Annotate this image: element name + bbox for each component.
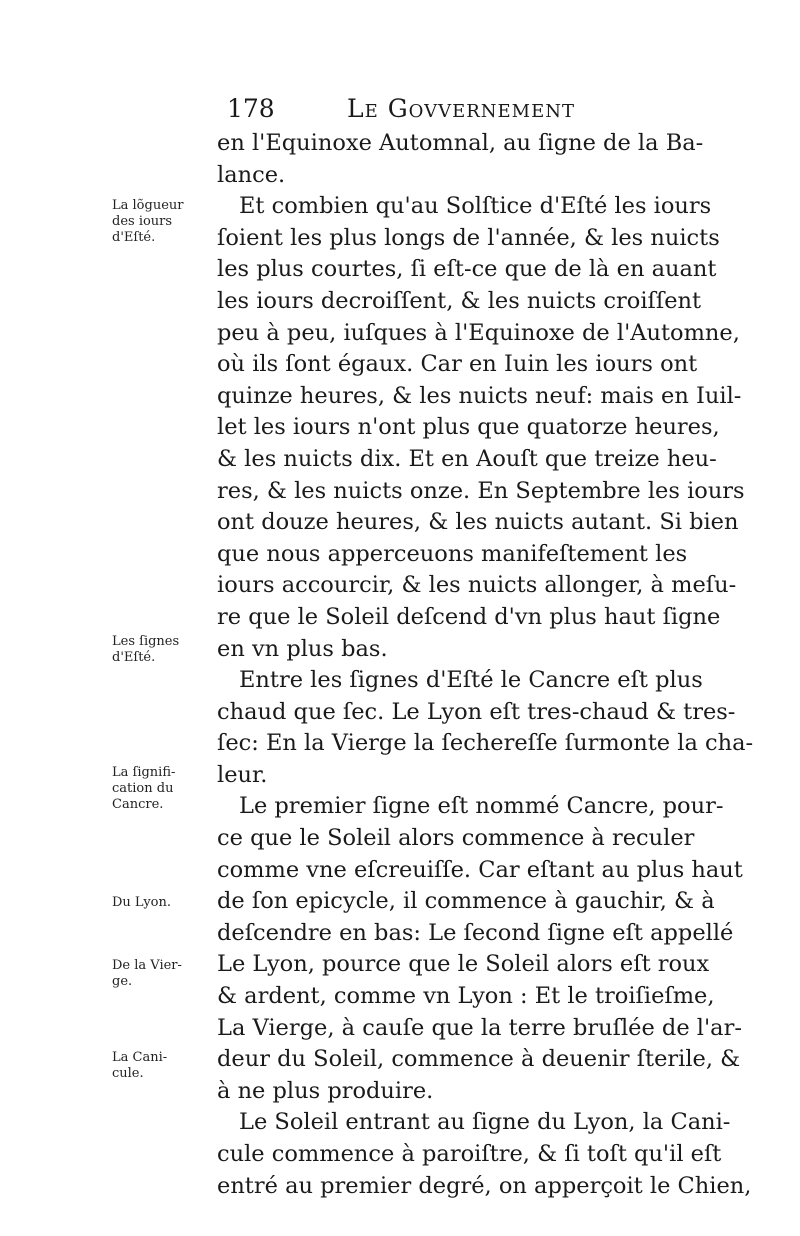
text-line: leur.: [217, 761, 268, 788]
text-line: ſec: En la Vierge la ſechereſſe ſurmonte la cha-: [217, 730, 754, 757]
text-line: res, & les nuicts onze. En Septembre les iours: [217, 477, 745, 504]
marginal-note: [112, 1050, 216, 1082]
marginal-note: [112, 634, 216, 666]
text-line: iours accourcir, & les nuicts allonger, à meſu-: [217, 572, 737, 599]
text-line: deur du Soleil, commence à deuenir ſterile, &: [217, 1046, 741, 1073]
marginal-line: Du Lyon.: [112, 895, 172, 910]
text-line: comme vne eſcreuiſſe. Car eſtant au plus haut: [217, 856, 743, 883]
page-header: [227, 94, 707, 130]
text-line: entré au premier degré, on apperçoit le Chien,: [217, 1172, 752, 1199]
text-line: ce que le Soleil alors commence à reculer: [217, 825, 695, 852]
text-line: quinze heures, & les nuicts neuf: mais en Iuil-: [217, 382, 742, 409]
text-line: let les iours n'ont plus que quatorze heures,: [217, 414, 720, 441]
text-line: re que le Soleil deſcend d'vn plus haut ſigne: [217, 603, 721, 630]
text-line: & les nuicts dix. Et en Aouſt que treize heu-: [217, 445, 717, 472]
text-line: chaud que ſec. Le Lyon eſt tres-chaud & tres-: [217, 698, 736, 725]
text-line: que nous apperceuons manifeſtement les: [217, 540, 688, 567]
marginal-line: Cancre.: [112, 797, 164, 812]
marginal-line: De la Vier-: [112, 958, 182, 973]
marginal-note: [112, 895, 216, 911]
text-line: cule commence à paroiſtre, & ſi toſt qu'il eſt: [217, 1141, 722, 1167]
text-line: de ſon epicycle, il commence à gauchir, & à: [217, 888, 715, 915]
text-line: Le Soleil entrant au ſigne du Lyon, la Cani-: [239, 1109, 731, 1136]
marginal-note: [112, 198, 216, 246]
text-line: La Vierge, à cauſe que la terre bruſlée de l'ar-: [217, 1014, 742, 1041]
text-line: où ils ſont égaux. Car en Iuin les iours ont: [217, 351, 698, 378]
text-line: Le premier ſigne eſt nommé Cancre, pour-: [239, 793, 724, 820]
text-line: à ne plus produire.: [217, 1077, 434, 1104]
marginal-line: d'Eſté.: [112, 650, 156, 665]
text-line: Et combien qu'au Solſtice d'Eſté les iours: [239, 193, 712, 220]
text-line: ont douze heures, & les nuicts autant. Si bien: [217, 509, 739, 536]
text-line: peu à peu, iuſques à l'Equinoxe de l'Automne,: [217, 319, 740, 346]
text-line: Le Lyon, pource que le Soleil alors eſt roux: [217, 951, 710, 978]
text-line: Entre les ſignes d'Eſté le Cancre eſt plus: [239, 667, 703, 694]
page-number: 178: [227, 94, 275, 123]
marginal-line: d'Eſté.: [112, 230, 156, 245]
text-line: en l'Equinoxe Automnal, au ſigne de la Ba-: [217, 130, 704, 156]
text-line: deſcendre en bas: Le ſecond ſigne eſt appellé: [217, 919, 734, 946]
running-title: Le Govvernement: [347, 94, 576, 123]
marginal-line: cule.: [112, 1066, 144, 1081]
marginal-line: cation du: [112, 781, 174, 796]
marginal-note: [112, 958, 216, 990]
marginal-line: Les ſignes: [112, 634, 180, 649]
text-line: en vn plus bas.: [217, 635, 388, 662]
text-line: ſoient les plus longs de l'année, & les nuicts: [217, 224, 720, 251]
marginal-line: La Cani-: [112, 1050, 168, 1065]
body-text: [217, 128, 754, 1202]
marginal-line: des iours: [112, 214, 173, 229]
marginal-line: La ſignifi-: [112, 765, 176, 780]
marginal-line: La lõgueur: [112, 198, 184, 213]
marginal-line: ge.: [112, 974, 133, 989]
text-line: les iours decroiſſent, & les nuicts croiſſent: [217, 287, 702, 314]
text-line: les plus courtes, ſi eſt-ce que de là en auant: [217, 256, 717, 283]
text-line: & ardent, comme vn Lyon : Et le troiſieſme,: [217, 983, 715, 1010]
marginal-note: [112, 765, 216, 813]
text-line: lance.: [217, 161, 286, 188]
